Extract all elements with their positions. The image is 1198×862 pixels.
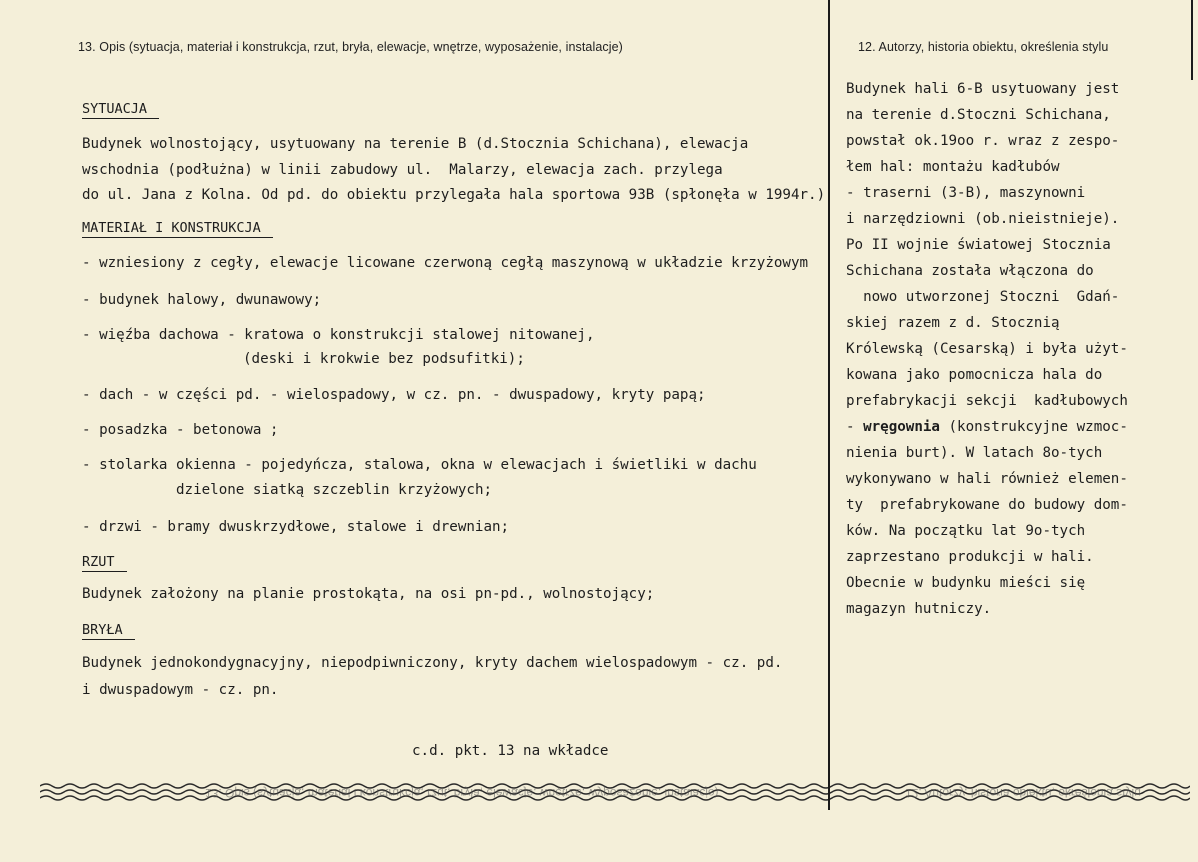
history-line-with-bold xyxy=(846,418,1128,436)
rzut-heading: RZUT xyxy=(82,553,127,572)
history-line: nowo utworzonej Stoczni Gdań- xyxy=(846,289,1120,305)
history-line: na terenie d.Stoczni Schichana, xyxy=(846,107,1111,123)
history-line: Obecnie w budynku mieści się xyxy=(846,575,1086,591)
bryla-heading: BRYŁA xyxy=(82,621,135,640)
history-text: (konstrukcyjne wzmoc- xyxy=(948,419,1128,435)
history-line: magazyn hutniczy. xyxy=(846,601,992,617)
bold-term: wręgownia xyxy=(863,419,940,435)
rzut-line: Budynek założony na planie prostokąta, na osi pn-pd., wolnostojący; xyxy=(82,586,655,602)
history-line: i narzędziowni (ob.nieistnieje). xyxy=(846,211,1120,227)
material-line: - drzwi - bramy dwuskrzydłowe, stalowe i drewnian; xyxy=(82,519,510,535)
material-line: (deski i krokwie bez podsufitki); xyxy=(243,351,525,367)
sytuacja-line: Budynek wolnostojący, usytuowany na terenie B (d.Stocznia Schichana), elewacja xyxy=(82,136,749,152)
history-line: prefabrykacji sekcji kadłubowych xyxy=(846,393,1128,409)
bryla-line: i dwuspadowym - cz. pn. xyxy=(82,682,279,698)
section-12-header: 12. Autorzy, historia obiektu, określenia stylu xyxy=(858,40,1109,54)
history-line: Schichana została włączona do xyxy=(846,263,1094,279)
history-line: nienia burt). W latach 8o-tych xyxy=(846,445,1103,461)
material-line: - posadzka - betonowa ; xyxy=(82,422,279,438)
history-line: - traserni (3-B), maszynowni xyxy=(846,185,1086,201)
history-line: łem hal: montażu kadłubów xyxy=(846,159,1060,175)
material-line: - więźba dachowa - kratowa o konstrukcji stalowej nitowanej, xyxy=(82,327,595,343)
sytuacja-line: wschodnia (podłużna) w linii zabudowy ul. Malarzy, elewacja zach. przylega xyxy=(82,162,723,178)
material-line: dzielone siatką szczeblin krzyżowych; xyxy=(176,482,493,498)
column-divider xyxy=(828,0,830,780)
material-line: - wzniesiony z cegły, elewacje licowane czerwoną cegłą maszynową w układzie krzyżowym xyxy=(82,255,809,271)
sytuacja-heading: SYTUACJA xyxy=(82,100,159,119)
history-line: Królewską (Cesarską) i była użyt- xyxy=(846,341,1128,357)
history-line: skiej razem z d. Stocznią xyxy=(846,315,1060,331)
history-line: powstał ok.19oo r. wraz z zespo- xyxy=(846,133,1120,149)
history-line: kowana jako pomocnicza hala do xyxy=(846,367,1103,383)
bryla-line: Budynek jednokondygnacyjny, niepodpiwniczony, kryty dachem wielospadowym - cz. pd. xyxy=(82,655,783,671)
material-heading: MATERIAŁ I KONSTRUKCJA xyxy=(82,219,273,238)
section-13-header: 13. Opis (sytuacja, materiał i konstrukcja, rzut, bryła, elewacje, wnętrze, wyposażenie, instalacje) xyxy=(78,40,623,54)
history-line: zaprzestano produkcji w hali. xyxy=(846,549,1094,565)
material-line: - budynek halowy, dwunawowy; xyxy=(82,292,322,308)
dash: - xyxy=(846,419,855,435)
history-line: ków. Na początku lat 9o-tych xyxy=(846,523,1086,539)
history-line: wykonywano w hali również elemen- xyxy=(846,471,1128,487)
mirrored-left-header: 13. Opis (sytuacja, materiał i konstrukcja, rzut, bryła, elewacje, wnętrze, wyposażenie, instalacje) xyxy=(205,786,719,800)
right-edge-line xyxy=(1191,0,1193,80)
history-line: Budynek hali 6-B usytuowany jest xyxy=(846,81,1120,97)
sytuacja-line: do ul. Jana z Kolna. Od pd. do obiektu przylegała hala sportowa 93B (spłonęła w 1994r.) xyxy=(82,187,826,203)
history-line: ty prefabrykowane do budowy dom- xyxy=(846,497,1128,513)
history-line: Po II wojnie światowej Stocznia xyxy=(846,237,1111,253)
continuation-note: c.d. pkt. 13 na wkładce xyxy=(412,743,609,759)
material-line: - dach - w części pd. - wielospadowy, w cz. pn. - dwuspadowy, kryty papą; xyxy=(82,387,706,403)
material-line: - stolarka okienna - pojedyńcza, stalowa, okna w elewacjach i świetliki w dachu xyxy=(82,457,757,473)
mirrored-right-header: 12. Autorzy, historia obiektu, określenia stylu xyxy=(905,786,1141,800)
